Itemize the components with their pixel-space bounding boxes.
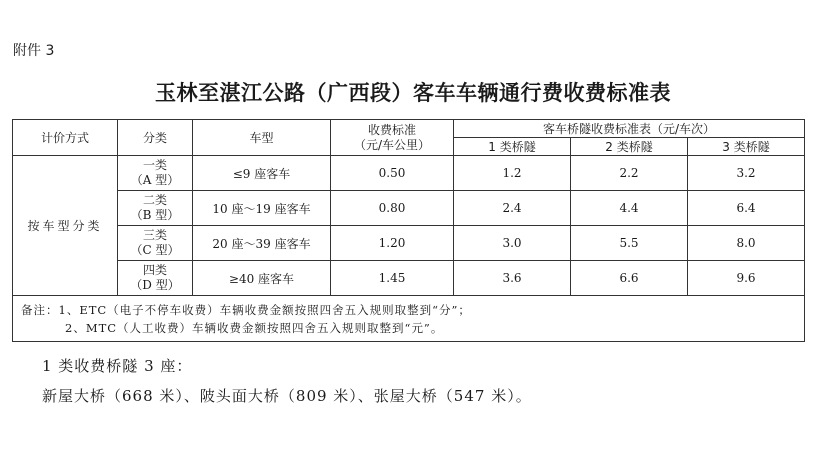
bt2-cell: 5.5 [571, 226, 688, 261]
note-row [13, 296, 805, 342]
category-name: 一类 [142, 158, 167, 172]
header-standard-label: 收费标准 [367, 122, 416, 137]
bt3-cell: 6.4 [688, 191, 805, 226]
bt2-cell: 2.2 [571, 156, 688, 191]
rate-cell: 0.80 [331, 191, 454, 226]
header-standard-unit: （元/车公里） [353, 137, 431, 152]
category-sub: （A 型） [130, 173, 180, 187]
vehicle-type-cell: 20 座～39 座客车 [193, 226, 331, 261]
bridge-list-paragraph: 新屋大桥（668 米）、陂头面大桥（809 米）、张屋大桥（547 米）。 [42, 387, 532, 405]
header-vehicle-type: 车型 [193, 120, 331, 156]
attachment-label: 附件 3 [13, 43, 55, 59]
bt3-cell: 8.0 [688, 226, 805, 261]
note-cell [13, 296, 805, 342]
bt2-cell: 6.6 [571, 261, 688, 296]
header-bridge-tunnel: 客车桥隧收费标准表（元/车次） [454, 120, 805, 138]
rate-cell: 1.45 [331, 261, 454, 296]
header-standard [331, 120, 454, 156]
note-line-2: 2、MTC（人工收费）车辆收费金额按照四舍五入规则取整到“元”。 [65, 320, 444, 335]
category-sub: （C 型） [130, 243, 180, 257]
vehicle-type-cell: ≥40 座客车 [193, 261, 331, 296]
bt1-cell: 3.0 [454, 226, 571, 261]
table-row [13, 226, 805, 261]
table-row [13, 261, 805, 296]
category-name: 三类 [142, 228, 167, 242]
rate-cell: 1.20 [331, 226, 454, 261]
vehicle-type-cell: ≤9 座客车 [193, 156, 331, 191]
table-row [13, 191, 805, 226]
category-cell [118, 226, 193, 261]
category-name: 二类 [142, 193, 167, 207]
bt1-cell: 1.2 [454, 156, 571, 191]
document-title: 玉林至湛江公路（广西段）客车车辆通行费收费标准表 [155, 80, 671, 105]
category-cell [118, 156, 193, 191]
vehicle-type-cell: 10 座～19 座客车 [193, 191, 331, 226]
category-sub: （B 型） [130, 208, 180, 222]
category-name: 四类 [142, 263, 167, 277]
bridge-count-paragraph: 1 类收费桥隧 3 座： [42, 357, 193, 375]
pricing-method-value: 按车型分类 [13, 156, 118, 296]
note-line-1: 备注：1、ETC（电子不停车收费）车辆收费金额按照四舍五入规则取整到“分”； [21, 302, 471, 317]
bt1-cell: 3.6 [454, 261, 571, 296]
header-bt-class2: 2 类桥隧 [571, 138, 688, 156]
bt3-cell: 9.6 [688, 261, 805, 296]
category-cell [118, 191, 193, 226]
header-pricing-method: 计价方式 [13, 120, 118, 156]
header-bt-class1: 1 类桥隧 [454, 138, 571, 156]
bt3-cell: 3.2 [688, 156, 805, 191]
category-cell [118, 261, 193, 296]
toll-fee-table [12, 119, 805, 342]
bt2-cell: 4.4 [571, 191, 688, 226]
header-bt-class3: 3 类桥隧 [688, 138, 805, 156]
header-category: 分类 [118, 120, 193, 156]
table-row [13, 156, 805, 191]
rate-cell: 0.50 [331, 156, 454, 191]
header-row-1 [13, 120, 805, 138]
bt1-cell: 2.4 [454, 191, 571, 226]
category-sub: （D 型） [130, 278, 180, 292]
